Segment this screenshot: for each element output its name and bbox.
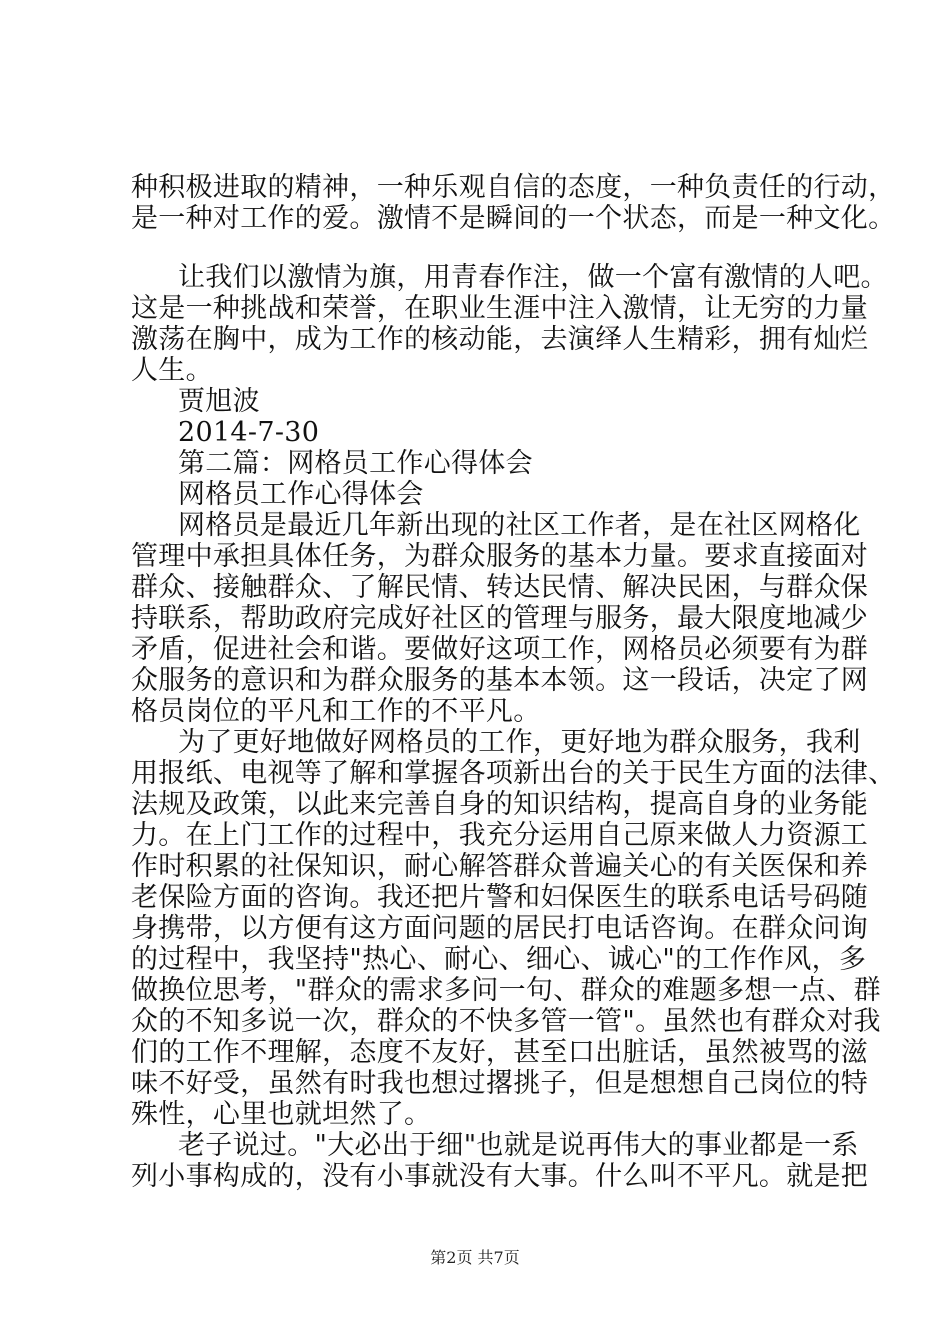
body-line: 这是一种挑战和荣誉，在职业生涯中注入激情，让无穷的力量 (131, 293, 869, 324)
body-line: 味不好受，虽然有时我也想过撂挑子，但是想想自己岗位的特 (131, 1068, 869, 1099)
paragraph-first-line: 网格员是最近几年新出现的社区工作者，是在社区网格化 (178, 510, 861, 541)
body-line: 力。在上门工作的过程中，我充分运用自己原来做人力资源工 (131, 820, 869, 851)
body-line: 管理中承担具体任务，为群众服务的基本力量。要求直接面对 (131, 541, 869, 572)
body-line: 是一种对工作的爱。激情不是瞬间的一个状态，而是一种文化。 (131, 203, 896, 234)
body-line: 众服务的意识和为群众服务的基本本领。这一段话，决定了网 (131, 665, 869, 696)
body-line: 激荡在胸中，成为工作的核动能，去演绎人生精彩，拥有灿烂 (131, 324, 869, 355)
paragraph-first-line: 让我们以激情为旗，用青春作注，做一个富有激情的人吧。 (178, 262, 888, 293)
body-line: 老保险方面的咨询。我还把片警和妇保医生的联系电话号码随 (131, 882, 869, 913)
page-number-footer: 第2页 共7页 (430, 1248, 520, 1267)
author-name: 贾旭波 (178, 386, 260, 417)
paragraph-first-line: 为了更好地做好网格员的工作，更好地为群众服务，我利 (178, 727, 861, 758)
body-line: 做换位思考，"群众的需求多问一句、群众的难题多想一点、群 (131, 975, 881, 1006)
body-line: 的过程中，我坚持"热心、耐心、细心、诚心"的工作作风，多 (131, 944, 867, 975)
body-line: 身携带，以方便有这方面问题的居民打电话咨询。在群众问询 (131, 913, 869, 944)
body-line: 作时积累的社保知识，耐心解答群众普遍关心的有关医保和养 (131, 851, 869, 882)
body-line: 种积极进取的精神，一种乐观自信的态度，一种负责任的行动， (131, 172, 896, 203)
body-line: 格员岗位的平凡和工作的不平凡。 (131, 696, 541, 727)
body-line: 持联系，帮助政府完成好社区的管理与服务，最大限度地减少 (131, 603, 869, 634)
body-line: 众的不知多说一次，群众的不快多管一管"。虽然也有群众对我 (131, 1006, 881, 1037)
paragraph-first-line: 老子说过。"大必出于细"也就是说再伟大的事业都是一系 (178, 1130, 859, 1161)
body-line: 矛盾，促进社会和谐。要做好这项工作，网格员必须要有为群 (131, 634, 869, 665)
document-body (131, 172, 896, 1192)
body-line: 法规及政策，以此来完善自身的知识结构，提高自身的业务能 (131, 789, 869, 820)
body-line: 殊性，心里也就坦然了。 (131, 1099, 432, 1130)
date-line: 2014-7-30 (178, 417, 320, 448)
body-line: 列小事构成的，没有小事就没有大事。什么叫不平凡。就是把 (131, 1161, 869, 1192)
body-line: 群众、接触群众、了解民情、转达民情、解决民困，与群众保 (131, 572, 869, 603)
section-heading: 第二篇：网格员工作心得体会 (178, 448, 533, 479)
article-title: 网格员工作心得体会 (178, 479, 424, 510)
body-line: 人生。 (131, 355, 213, 386)
body-line: 用报纸、电视等了解和掌握各项新出台的关于民生方面的法律、 (131, 758, 896, 789)
body-line: 们的工作不理解，态度不友好，甚至口出脏话，虽然被骂的滋 (131, 1037, 869, 1068)
